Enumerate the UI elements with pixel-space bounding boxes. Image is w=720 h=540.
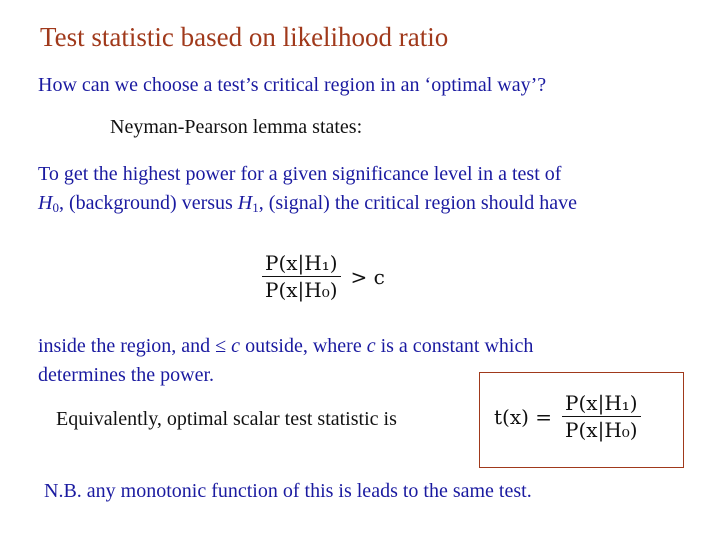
- c-symbol: c: [231, 335, 241, 357]
- inside-text: is a constant which: [375, 335, 534, 357]
- h0-symbol: H: [38, 192, 53, 214]
- page-title: Test statistic based on likelihood ratio: [40, 22, 449, 52]
- inside-text: outside, where: [240, 335, 367, 357]
- statistic-lhs: t(x) =: [494, 404, 553, 429]
- likelihood-ratio-fraction: [262, 250, 341, 303]
- inside-text: inside the region, and: [38, 335, 216, 357]
- ratio-numerator: P(x|H₁): [265, 251, 338, 275]
- c-symbol: c: [366, 335, 376, 357]
- h0-subscript: 0: [52, 200, 59, 215]
- inside-text-line2: determines the power.: [38, 364, 215, 386]
- h1-subscript: 1: [252, 200, 259, 215]
- nota-bene-text: N.B. any monotonic function of this is leads to the same test.: [44, 480, 532, 502]
- critical-region-paragraph: [38, 160, 577, 218]
- likelihood-ratio-inequality: [262, 250, 385, 303]
- ratio-denominator: P(x|H₀): [265, 278, 338, 303]
- paragraph-text: , (signal) the critical region should have: [258, 192, 577, 214]
- lemma-heading: Neyman-Pearson lemma states:: [110, 116, 363, 138]
- h1-symbol: H: [237, 192, 253, 214]
- statistic-denominator: P(x|H₀): [565, 418, 638, 443]
- equivalently-text: Equivalently, optimal scalar test statistic is: [56, 408, 397, 430]
- question-text: How can we choose a test’s critical region in an ‘optimal way’?: [38, 74, 547, 96]
- ratio-relation: > c: [350, 264, 385, 289]
- statistic-numerator: P(x|H₁): [565, 391, 638, 415]
- inside-region-text: [38, 332, 533, 390]
- leq-symbol: ≤: [215, 335, 232, 357]
- test-statistic-formula: [494, 390, 641, 443]
- statistic-fraction: [562, 390, 641, 443]
- paragraph-text: To get the highest power for a given significance level in a test of: [38, 163, 562, 185]
- paragraph-text: , (background) versus: [58, 192, 238, 214]
